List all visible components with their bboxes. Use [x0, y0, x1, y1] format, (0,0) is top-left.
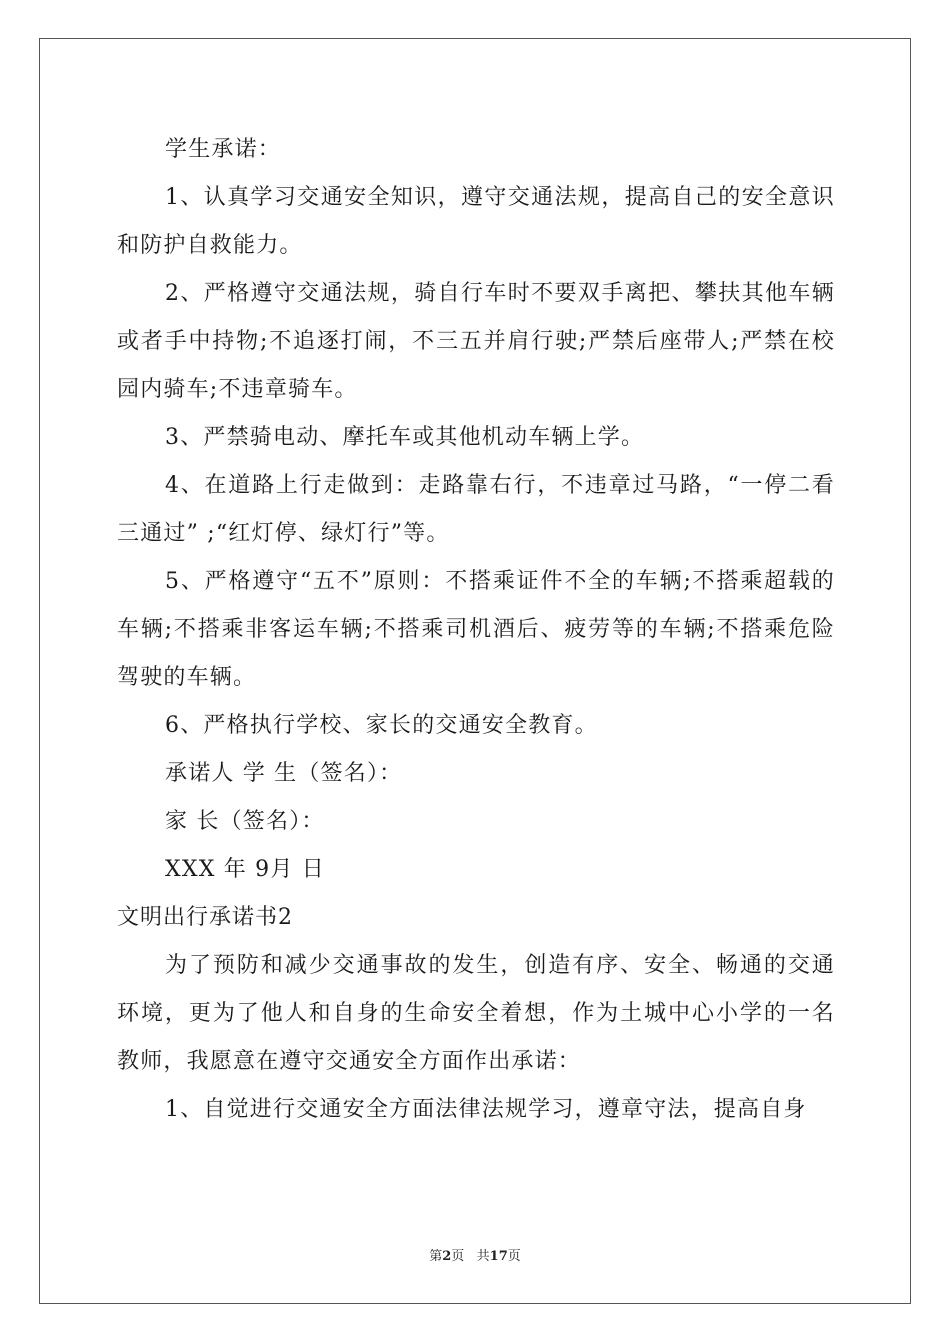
signature-line-parent: 家 长（签名）：	[165, 809, 325, 834]
paragraph: 4、在道路上行走做到：走路靠右行，不违章过马路，“一停二看三通过” ;“红灯停、绿灯行”等。	[117, 473, 835, 546]
section-title: 文明出行承诺书2	[117, 905, 293, 930]
page-label-suffix: 页	[507, 1249, 521, 1264]
paragraph: 学生承诺：	[165, 137, 282, 162]
paragraph: 5、严格遵守“五不”原则：不搭乘证件不全的车辆;不搭乘超载的车辆;不搭乘非客运车辆;不搭乘司机酒后、疲劳等的车辆;不搭乘危险驾驶的车辆。	[117, 569, 835, 690]
signature-line-student: 承诺人 学 生（签名）：	[165, 761, 403, 786]
paragraph: 2、严格遵守交通法规，骑自行车时不要双手离把、攀扶其他车辆或者手中持物;不追逐打闹，不三五并肩行驶;严禁后座带人;严禁在校园内骑车;不违章骑车。	[117, 281, 835, 402]
document-body	[117, 126, 835, 1134]
paragraph: 1、自觉进行交通安全方面法律法规学习，遵章守法，提高自身	[165, 1097, 807, 1122]
page-label-prefix: 第	[429, 1249, 443, 1264]
page-current: 2	[442, 1249, 452, 1264]
page-total: 17	[489, 1249, 508, 1264]
paragraph: 3、严禁骑电动、摩托车或其他机动车辆上学。	[165, 425, 645, 450]
paragraph: 1、认真学习交通安全知识，遵守交通法规，提高自己的安全意识和防护自救能力。	[117, 185, 835, 258]
paragraph: 为了预防和减少交通事故的发生，创造有序、安全、畅通的交通环境，更为了他人和自身的生命安全着想，作为土城中心小学的一名教师，我愿意在遵守交通安全方面作出承诺：	[117, 953, 835, 1074]
paragraph: 6、严格执行学校、家长的交通安全教育。	[165, 713, 598, 738]
date-line: XXX 年 9月 日	[165, 857, 325, 882]
page-footer	[0, 1245, 950, 1264]
page-label-mid: 页 共	[451, 1249, 490, 1264]
